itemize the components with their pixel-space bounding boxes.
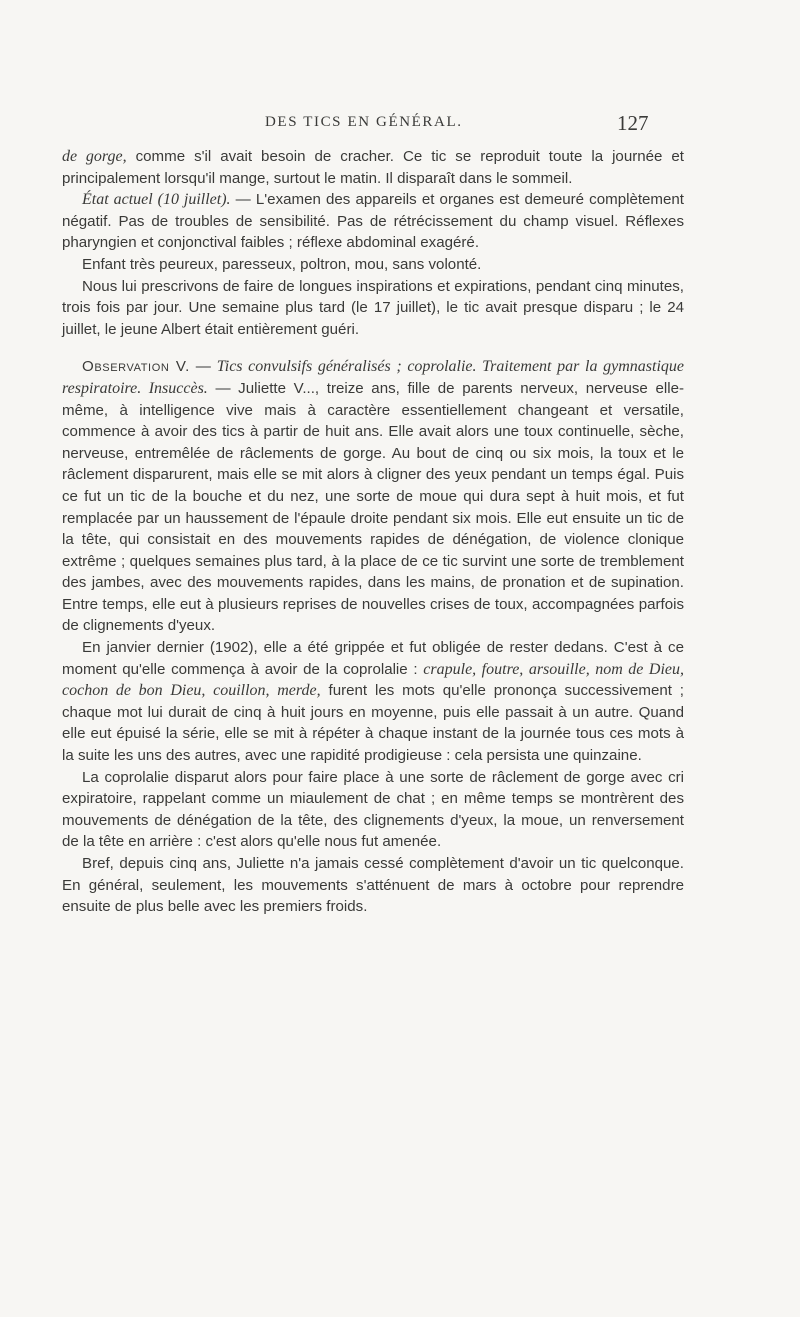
observation-paragraph bbox=[62, 356, 684, 637]
page-number: 127 bbox=[617, 111, 649, 135]
running-title: DES TICS EN GÉNÉRAL. bbox=[265, 114, 463, 130]
paragraph-text: furent les mots qu'elle prononça successivement ; chaque mot lui durait de cinq à huit jours en moyenne, puis elle passait à un autre. Quand elle eut épuisé la série, elle se mit à répéter à chaque instant de la journée tous ces mots à la suite les uns des autres, avec une rapidité prodigieuse : cela persista une quinzaine. bbox=[62, 682, 684, 765]
paragraph: Bref, depuis cinq ans, Juliette n'a jamais cessé complètement d'avoir un tic quelconque. En général, seulement, les mouvements s'atténuent de mars à octobre pour reprendre ensuite de plus belle avec les premiers froids. bbox=[62, 855, 684, 916]
paragraph bbox=[62, 146, 684, 189]
italic-phrase: de gorge, bbox=[62, 148, 127, 165]
paragraph-text: En janvier dernier (1902), elle a été grippée et fut obligée de rester dedans. C'est à ce moment qu'elle commença à avoir de la coprolalie : bbox=[62, 639, 684, 678]
body-text bbox=[62, 146, 684, 918]
paragraph-text: — L'examen des appareils et organes est demeuré complètement négatif. Pas de troubles de sensibilité. Pas de rétrécissement du champ visuel. Réflexes pharyngien et conjonctival faibles ; réflexe abdominal exagéré. bbox=[62, 191, 684, 252]
paragraph-text: comme s'il avait besoin de cracher. Ce tic se reproduit toute la journée et principalement lorsqu'il mange, surtout le matin. Il disparaît dans le sommeil. bbox=[62, 148, 684, 187]
paragraph: Enfant très peureux, paresseux, poltron, mou, sans volonté. bbox=[82, 255, 482, 273]
observation-label: Observation V. bbox=[82, 358, 190, 376]
paragraph bbox=[62, 637, 684, 767]
observation-separator: — bbox=[189, 358, 217, 376]
paragraph: Nous lui prescrivons de faire de longues inspirations et expirations, pendant cinq minutes, trois fois par jour. Une semaine plus tard (le 17 juillet), le tic avait presque disparu ; le 24 juillet, le jeune Albert était entièrement guéri. bbox=[62, 277, 684, 338]
italic-words: crapule, foutre, arsouille, nom de Dieu, cochon de bon Dieu, couillon, merde, bbox=[62, 660, 684, 700]
paragraph bbox=[62, 189, 684, 254]
paragraph-text: — Juliette V..., treize ans, fille de parents nerveux, nerveuse elle-même, à intelligence vive mais à caractère essentiellement changeant et versatile, commence à avoir des tics à partir de huit ans. Elle avait alors une toux continuelle, sèche, nerveuse, entremêlée de râclements de gorge. Au bout de cinq ou six mois, la toux et le râclement disparurent, mais elle se mit alors à cligner des yeux pendant un temps égal. Puis ce fut un tic de la bouche et du nez, une sorte de moue qui dura sept à huit mois, et fut remplacée par un haussement de l'épaule droite pendant six mois. Elle eut ensuite un tic de la tête, qui consistait en des mouvements rapides de dénégation, de violence clonique extrême ; quelques semaines plus tard, à la place de ce tic survint une sorte de tremblement des jambes, avec des mouvements rapides, dans les mains, de pronation et de supination. Entre temps, elle eut à plusieurs reprises de nouvelles crises de toux, accompagnées parfois de clignements d'yeux. bbox=[62, 379, 684, 635]
paragraph: La coprolalie disparut alors pour faire place à une sorte de râclement de gorge avec cri expiratoire, rappelant comme un miaulement de chat ; en même temps se montrèrent des mouvements de dénégation de la tête, des clignements d'yeux, la moue, un renversement de la tête en arrière : c'est alors qu'elle nous fut amenée. bbox=[62, 768, 684, 851]
section-lead: État actuel (10 juillet). bbox=[82, 191, 231, 209]
page-header bbox=[0, 111, 800, 138]
observation-title: Tics convulsifs généralisés ; coprolalie. Traitement par la gymnastique respiratoire. Insuccès. bbox=[62, 358, 685, 397]
